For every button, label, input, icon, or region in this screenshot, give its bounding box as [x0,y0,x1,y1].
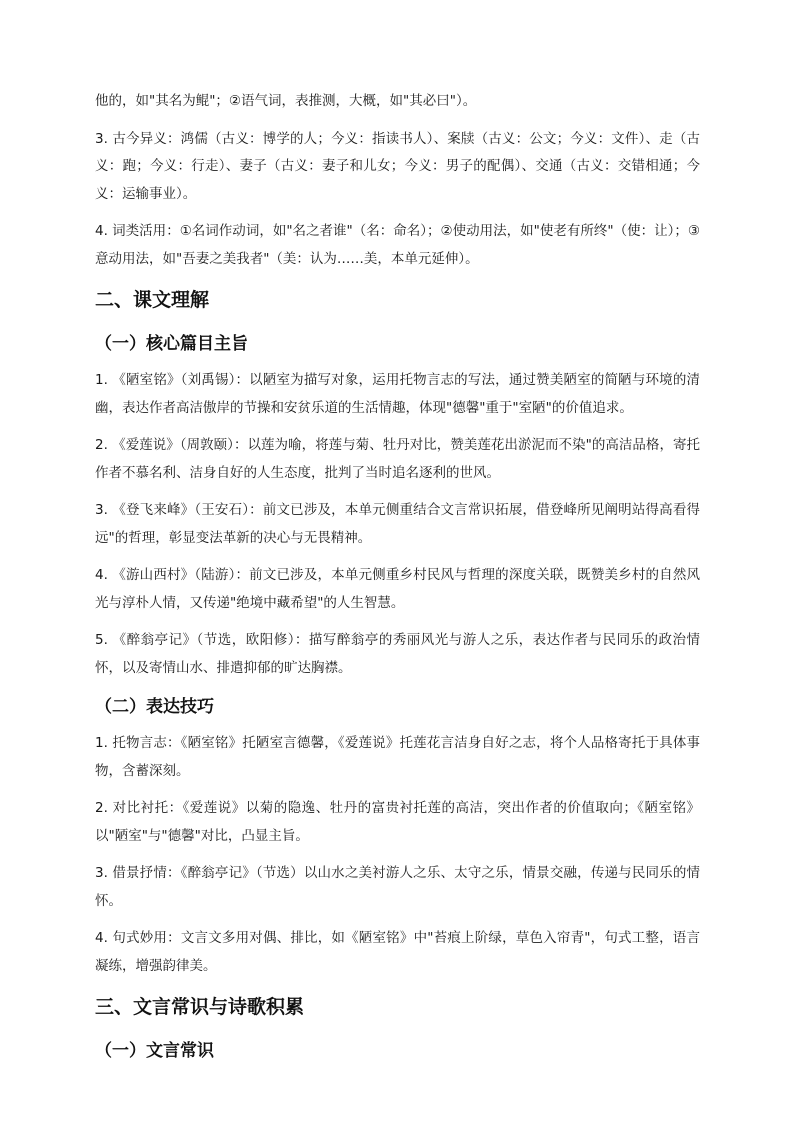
section-heading-classical-knowledge: 三、文言常识与诗歌积累 [95,996,305,1018]
list-item: 2. 对比衬托：《爱莲说》以菊的隐逸、牡丹的富贵衬托莲的高洁，突出作者的价值取向；《陋室铭》以"陋室"与"德馨"对比，凸显主旨。 [95,800,700,844]
list-item: 4. 句式妙用：文言文多用对偶、排比，如《陋室铭》中"苔痕上阶绿，草色入帘青"，句式工整，语言凝练，增强韵律美。 [95,930,700,974]
list-item: 3. 借景抒情：《醉翁亭记》（节选）以山水之美衬游人之乐、太守之乐，情景交融，传递与民同乐的情怀。 [95,865,700,909]
section-heading-text-understanding: 二、课文理解 [95,289,210,311]
subsection-heading-core-themes: （一）核心篇目主旨 [95,334,248,354]
list-item: 4. 《游山西村》（陆游）：前文已涉及，本单元侧重乡村民风与哲理的深度关联，既赞美乡村的自然风光与淳朴人情，又传递"绝境中藏希望"的人生智慧。 [95,567,700,611]
intro-paragraph-word-class-usage: 4. 词类活用：①名词作动词，如"名之者谁"（名：命名）；②使动用法，如"使老有所终"（使：让）；③意动用法，如"吾妻之美我者"（美：认为……美，本单元延伸）。 [95,223,700,267]
list-item: 1. 《陋室铭》（刘禹锡）：以陋室为描写对象，运用托物言志的写法，通过赞美陋室的简陋与环境的清幽，表达作者高洁傲岸的节操和安贫乐道的生活情趣，体现"德馨"重于"室陋"的价值追求。 [95,372,700,416]
subsection-heading-classical-common-sense: （一）文言常识 [95,1041,214,1061]
document-body [95,88,700,1074]
intro-paragraph-1: 他的，如"其名为鲲"；②语气词，表推测，大概，如"其必曰"）。 [95,93,477,109]
list-item: 1. 托物言志：《陋室铭》托陋室言德馨，《爱莲说》托莲花言洁身自好之志，将个人品格寄托于具体事物，含蓄深刻。 [95,735,700,779]
list-item: 3. 《登飞来峰》（王安石）：前文已涉及，本单元侧重结合文言常识拓展，借登峰所见阐明站得高看得远"的哲理，彰显变法革新的决心与无畏精神。 [95,502,700,546]
subsection-heading-expression-techniques: （二）表达技巧 [95,697,214,717]
list-item: 2. 《爱莲说》（周敦颐）：以莲为喻，将莲与菊、牡丹对比，赞美莲花出淤泥而不染"的高洁品格，寄托作者不慕名利、洁身自好的人生态度，批判了当时追名逐利的世风。 [95,437,700,481]
intro-paragraph-ancient-modern-meaning: 3. 古今异义：鸿儒（古义：博学的人；今义：指读书人）、案牍（古义：公文；今义：文件）、走（古义：跑；今义：行走）、妻子（古义：妻子和儿女；今义：男子的配偶）、交通（古义：交错相通；今义：运输事业）。 [95,130,700,202]
list-item: 5. 《醉翁亭记》（节选，欧阳修）：描写醉翁亭的秀丽风光与游人之乐，表达作者与民同乐的政治情怀，以及寄情山水、排遣抑郁的旷达胸襟。 [95,632,700,676]
